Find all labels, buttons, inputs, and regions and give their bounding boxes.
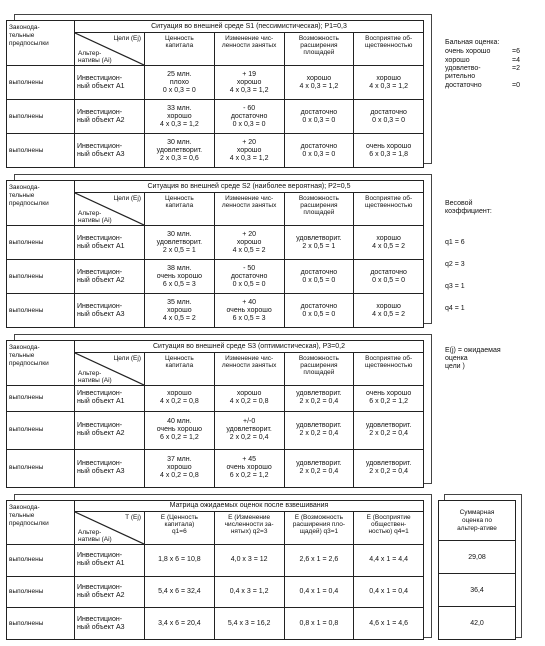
alternative-cell: Инвестицион- ный объект A1 xyxy=(75,66,145,100)
column-header: Восприятие об- щественностью xyxy=(354,193,424,226)
column-header: E (Изменение численности за- нятых) q2=3 xyxy=(214,512,284,545)
value-cell: +/-0 удовлетворит. 2 x 0,2 = 0,4 xyxy=(214,411,284,449)
expected-note: E(j) = ожидаемая оценка цели ) xyxy=(445,347,501,370)
column-header: Возможность расширения площадей xyxy=(284,33,354,66)
value-cell: достаточно 0 x 0,3 = 0 xyxy=(284,134,354,168)
table-row xyxy=(7,260,424,294)
value-cell: 37 млн. хорошо 4 x 0,2 = 0,8 xyxy=(145,449,215,487)
value-cell: 40 млн. очень хорошо 6 x 0,2 = 1,2 xyxy=(145,411,215,449)
corner-goals: Цели (Ej) xyxy=(113,355,141,362)
value-cell: достаточно 0 x 0,3 = 0 xyxy=(284,100,354,134)
points-legend xyxy=(445,38,520,90)
status-cell: выполнены xyxy=(7,226,75,260)
value-cell: удовлетворит. 2 x 0,2 = 0,4 xyxy=(354,449,424,487)
value-cell: 25 млн. плохо 0 x 0,3 = 0 xyxy=(145,66,215,100)
legend-value: =0 xyxy=(512,82,520,89)
alternative-cell: Инвестицион- ный объект A2 xyxy=(75,576,145,608)
status-cell: выполнены xyxy=(7,294,75,328)
matrix-table-1 xyxy=(6,20,424,168)
corner-alternatives: Альтер- нативы (Ai) xyxy=(78,50,112,64)
value-cell: 4,6 x 1 = 4,6 xyxy=(354,608,424,640)
value-cell: - 60 достаточно 0 x 0,3 = 0 xyxy=(214,100,284,134)
section-2-table xyxy=(6,180,424,328)
alternative-cell: Инвестицион- ный объект A2 xyxy=(75,411,145,449)
legend-row xyxy=(445,56,520,65)
status-cell: выполнены xyxy=(7,66,75,100)
value-cell: очень хорошо 6 x 0,3 = 1,8 xyxy=(354,134,424,168)
alternative-cell: Инвестицион- ный объект A3 xyxy=(75,608,145,640)
value-cell: 5,4 x 3 = 16,2 xyxy=(214,608,284,640)
section-1-table xyxy=(6,20,424,168)
matrix-table-4 xyxy=(6,500,424,640)
alternative-cell: Инвестицион- ный объект A2 xyxy=(75,100,145,134)
alternative-cell: Инвестицион- ный объект A3 xyxy=(75,449,145,487)
legend-row xyxy=(445,65,520,81)
value-cell: хорошо 4 x 0,5 = 2 xyxy=(354,226,424,260)
matrix-table-2 xyxy=(6,180,424,328)
section-title: Ситуация во внешней среде S2 (наиболее вероятная); P2=0,5 xyxy=(75,181,424,193)
section-4-table xyxy=(6,500,424,640)
column-header: Восприятие об- щественностью xyxy=(354,353,424,386)
value-cell: хорошо 4 x 0,5 = 2 xyxy=(354,294,424,328)
corner-alternatives: Альтер- нативы (Ai) xyxy=(78,210,112,224)
weight-item: q4 = 1 xyxy=(445,305,465,312)
corner-alternatives: Альтер- нативы (Ai) xyxy=(78,529,112,543)
weight-item: q3 = 1 xyxy=(445,283,465,290)
column-header: Ценность капитала xyxy=(145,353,215,386)
table-row xyxy=(7,66,424,100)
alternative-cell: Инвестицион- ный объект A1 xyxy=(75,226,145,260)
value-cell: 1,8 x 6 = 10,8 xyxy=(145,545,215,577)
value-cell: + 19 хорошо 4 x 0,3 = 1,2 xyxy=(214,66,284,100)
legend-label: удовлетво- рительно xyxy=(445,65,481,80)
legend-label: очень хорошо xyxy=(445,48,491,55)
alternative-cell: Инвестицион- ный объект A1 xyxy=(75,545,145,577)
corner-cell xyxy=(75,512,145,545)
summary-value: 36,4 xyxy=(439,574,516,607)
corner-goals: Т (Ej) xyxy=(125,514,141,521)
legend-label: хорошо xyxy=(445,57,470,64)
table-row xyxy=(7,386,424,412)
legend-value: =6 xyxy=(512,48,520,55)
value-cell: 33 млн. хорошо 4 x 0,3 = 1,2 xyxy=(145,100,215,134)
value-cell: + 20 хорошо 4 x 0,3 = 1,2 xyxy=(214,134,284,168)
value-cell: хорошо 4 x 0,3 = 1,2 xyxy=(284,66,354,100)
column-header: Ценность капитала xyxy=(145,33,215,66)
value-cell: хорошо 4 x 0,2 = 0,8 xyxy=(214,386,284,412)
table-row xyxy=(7,226,424,260)
value-cell: удовлетворит. 2 x 0,2 = 0,4 xyxy=(284,411,354,449)
value-cell: 3,4 x 6 = 20,4 xyxy=(145,608,215,640)
column-header: E (Ценность капитала) q1=6 xyxy=(145,512,215,545)
value-cell: удовлетворит. 2 x 0,5 = 1 xyxy=(284,226,354,260)
law-header: Законода- тельные предпосылки xyxy=(7,341,75,386)
table-row xyxy=(7,608,424,640)
column-header: Изменение чис- ленности занятых xyxy=(214,33,284,66)
table-row xyxy=(7,411,424,449)
status-cell: выполнены xyxy=(7,100,75,134)
legend-title: Бальная оценка: xyxy=(445,39,500,46)
status-cell: выполнены xyxy=(7,411,75,449)
corner-alternatives: Альтер- нативы (Ai) xyxy=(78,370,112,384)
corner-cell xyxy=(75,33,145,66)
section-title: Матрица ожидаемых оценок после взвешивания xyxy=(75,501,424,512)
alternative-cell: Инвестицион- ный объект A3 xyxy=(75,294,145,328)
value-cell: 5,4 x 6 = 32,4 xyxy=(145,576,215,608)
weights-title: Весовой коэффициент: xyxy=(445,200,492,215)
alternative-cell: Инвестицион- ный объект A3 xyxy=(75,134,145,168)
status-cell: выполнены xyxy=(7,449,75,487)
column-header: Ценность капитала xyxy=(145,193,215,226)
section-title: Ситуация во внешней среде S3 (оптимистическая), P3=0,2 xyxy=(75,341,424,353)
status-cell: выполнены xyxy=(7,260,75,294)
value-cell: 30 млн. удовлетворит. 2 x 0,5 = 1 xyxy=(145,226,215,260)
value-cell: - 50 достаточно 0 x 0,5 = 0 xyxy=(214,260,284,294)
corner-cell xyxy=(75,353,145,386)
section-title: Ситуация во внешней среде S1 (пессимистическая); P1=0,3 xyxy=(75,21,424,33)
table-row xyxy=(7,134,424,168)
law-header: Законода- тельные предпосылки xyxy=(7,181,75,226)
table-row xyxy=(7,449,424,487)
weights-legend xyxy=(445,192,501,379)
alternative-cell: Инвестицион- ный объект A2 xyxy=(75,260,145,294)
weight-item: q2 = 3 xyxy=(445,261,465,268)
value-cell: хорошо 4 x 0,2 = 0,8 xyxy=(145,386,215,412)
summary-value: 42,0 xyxy=(439,607,516,640)
law-header: Законода- тельные предпосылки xyxy=(7,21,75,66)
corner-goals: Цели (Ej) xyxy=(113,195,141,202)
summary-grid xyxy=(438,500,516,640)
value-cell: удовлетворит. 2 x 0,2 = 0,4 xyxy=(284,386,354,412)
weights-list xyxy=(445,226,501,325)
value-cell: 2,6 x 1 = 2,6 xyxy=(284,545,354,577)
value-cell: удовлетворит. 2 x 0,2 = 0,4 xyxy=(284,449,354,487)
section-3-table xyxy=(6,340,424,488)
summary-header: Суммарная оценка по альтер-ативе xyxy=(439,501,516,541)
column-header: Восприятие об- щественностью xyxy=(354,33,424,66)
value-cell: 38 млн. очень хорошо 6 x 0,5 = 3 xyxy=(145,260,215,294)
legend-row xyxy=(445,47,520,56)
table-row xyxy=(7,100,424,134)
table-row xyxy=(7,576,424,608)
status-cell: выполнены xyxy=(7,545,75,577)
value-cell: хорошо 4 x 0,3 = 1,2 xyxy=(354,66,424,100)
column-header: Изменение чис- ленности занятых xyxy=(214,353,284,386)
legend-value: =2 xyxy=(512,65,520,72)
corner-cell xyxy=(75,193,145,226)
value-cell: достаточно 0 x 0,5 = 0 xyxy=(284,294,354,328)
summary-table xyxy=(438,500,516,640)
value-cell: достаточно 0 x 0,5 = 0 xyxy=(284,260,354,294)
value-cell: 0,4 x 3 = 1,2 xyxy=(214,576,284,608)
matrix-table-3 xyxy=(6,340,424,488)
value-cell: 30 млн. удовлетворит. 2 x 0,3 = 0,6 xyxy=(145,134,215,168)
column-header: E (Возможность расширения пло- щадей) q3=1 xyxy=(284,512,354,545)
status-cell: выполнены xyxy=(7,608,75,640)
table-row xyxy=(7,294,424,328)
alternative-cell: Инвестицион- ный объект A1 xyxy=(75,386,145,412)
value-cell: 35 млн. хорошо 4 x 0,5 = 2 xyxy=(145,294,215,328)
legend-label: достаточно xyxy=(445,82,482,89)
value-cell: 0,8 x 1 = 0,8 xyxy=(284,608,354,640)
value-cell: удовлетворит. 2 x 0,2 = 0,4 xyxy=(354,411,424,449)
status-cell: выполнены xyxy=(7,576,75,608)
status-cell: выполнены xyxy=(7,386,75,412)
value-cell: 0,4 x 1 = 0,4 xyxy=(354,576,424,608)
value-cell: 4,0 x 3 = 12 xyxy=(214,545,284,577)
value-cell: 0,4 x 1 = 0,4 xyxy=(284,576,354,608)
value-cell: 4,4 x 1 = 4,4 xyxy=(354,545,424,577)
value-cell: + 45 очень хорошо 6 x 0,2 = 1,2 xyxy=(214,449,284,487)
table-row xyxy=(7,545,424,577)
value-cell: + 20 хорошо 4 x 0,5 = 2 xyxy=(214,226,284,260)
value-cell: достаточно 0 x 0,3 = 0 xyxy=(354,100,424,134)
column-header: Возможность расширения площадей xyxy=(284,193,354,226)
summary-value: 29,08 xyxy=(439,541,516,574)
law-header: Законода- тельные предпосылки xyxy=(7,501,75,545)
value-cell: достаточно 0 x 0,5 = 0 xyxy=(354,260,424,294)
column-header: E (Восприятие обществен- ностью) q4=1 xyxy=(354,512,424,545)
column-header: Возможность расширения площадей xyxy=(284,353,354,386)
corner-goals: Цели (Ej) xyxy=(113,35,141,42)
value-cell: очень хорошо 6 x 0,2 = 1,2 xyxy=(354,386,424,412)
weight-item: q1 = 6 xyxy=(445,239,465,246)
legend-row xyxy=(445,81,520,90)
value-cell: + 40 очень хорошо 6 x 0,5 = 3 xyxy=(214,294,284,328)
status-cell: выполнены xyxy=(7,134,75,168)
legend-value: =4 xyxy=(512,57,520,64)
column-header: Изменение чис- ленности занятых xyxy=(214,193,284,226)
